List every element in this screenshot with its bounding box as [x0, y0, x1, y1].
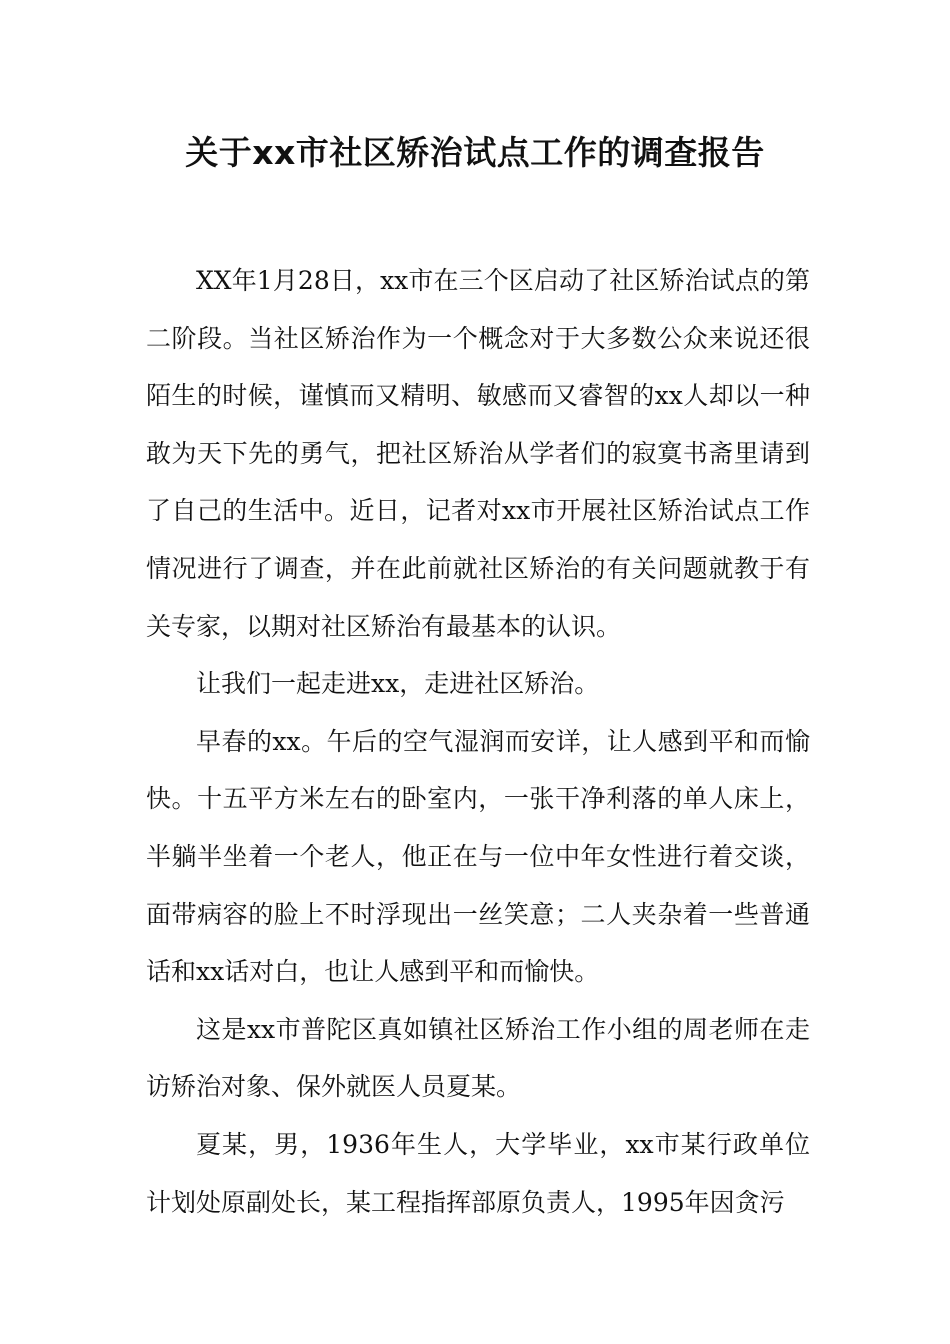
document-title: 关于xx市社区矫治试点工作的调查报告 — [185, 133, 765, 172]
paragraph: XX年1月28日，xx市在三个区启动了社区矫治试点的第二阶段。当社区矫治作为一个概念对于大多数公众来说还很陌生的时候，谨慎而又精明、敏感而又睿智的xx人却以一种敢为天下先的勇气，把社区矫治从学者们的寂寞书斋里请到了自己的生活中。近日，记者对xx市开展社区矫治试点工作情况进行了调查，并在此前就社区矫治的有关问题就教于有关专家，以期对社区矫治有最基本的认识。 — [146, 266, 810, 641]
document-body — [146, 252, 810, 1231]
paragraph: 这是xx市普陀区真如镇社区矫治工作小组的周老师在走访矫治对象、保外就医人员夏某。 — [146, 1014, 810, 1102]
paragraph: 夏某，男，1936年生人，大学毕业，xx市某行政单位计划处原副处长，某工程指挥部原负责人，1995年因贪污 — [146, 1129, 810, 1217]
paragraph: 让我们一起走进xx，走进社区矫治。 — [196, 669, 600, 699]
paragraph: 早春的xx。午后的空气湿润而安详，让人感到平和而愉快。十五平方米左右的卧室内，一张干净利落的单人床上，半躺半坐着一个老人，他正在与一位中年女性进行着交谈，面带病容的脸上不时浮现出一丝笑意；二人夹杂着一些普通话和xx话对白，也让人感到平和而愉快。 — [146, 726, 810, 987]
